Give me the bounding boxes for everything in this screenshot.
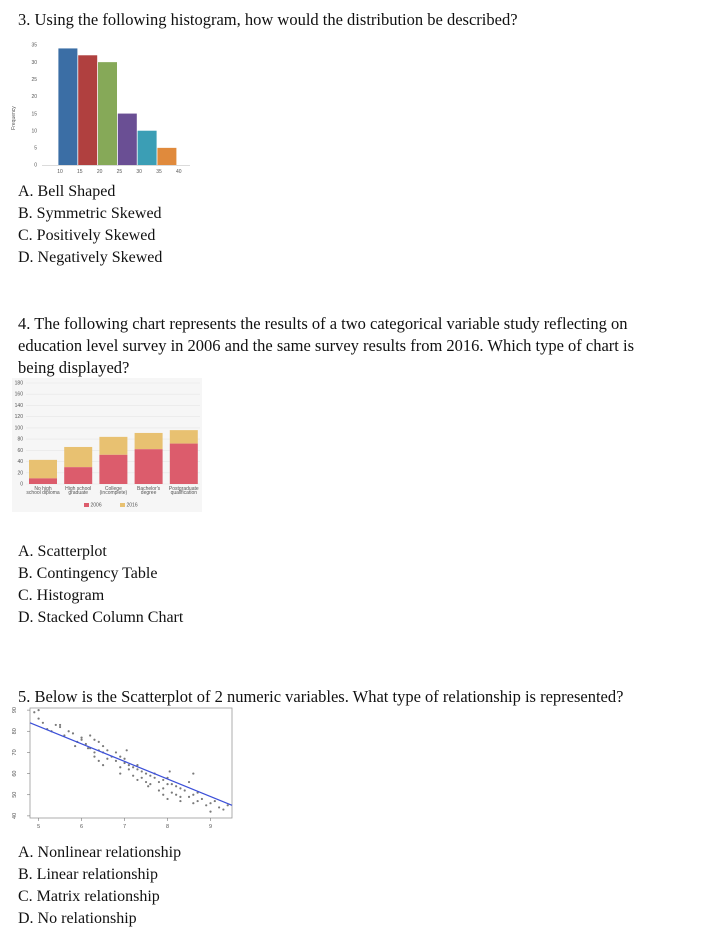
histogram-chart bbox=[0, 38, 200, 183]
histogram-bar bbox=[58, 48, 77, 165]
scatter-point bbox=[188, 781, 190, 783]
scatter-point bbox=[179, 800, 181, 802]
scatter-point bbox=[115, 760, 117, 762]
scatter-point bbox=[42, 722, 44, 724]
scatter-point bbox=[209, 811, 211, 813]
question-3-text: 3. Using the following histogram, how would the distribution be described? bbox=[18, 10, 518, 29]
bar-segment-2006 bbox=[99, 455, 127, 484]
question-3-options bbox=[18, 181, 162, 269]
option-c[interactable]: C. Matrix relationship bbox=[18, 888, 160, 905]
x-tick-label: 8 bbox=[166, 824, 170, 830]
option-d[interactable]: D. Negatively Skewed bbox=[18, 249, 163, 266]
y-tick-label: 20 bbox=[31, 94, 37, 101]
question-4-line-1: 4. The following chart represents the results of a two categorical variable study reflecting on bbox=[18, 314, 628, 333]
question-4-line-2: education level survey in 2006 and the same survey results from 2016. Which type of chart is bbox=[18, 336, 634, 355]
question-4-line-3: being displayed? bbox=[18, 358, 130, 377]
scatter-point bbox=[158, 789, 160, 791]
scatter-point bbox=[93, 756, 95, 758]
scatter-point bbox=[188, 796, 190, 798]
scatter-point bbox=[72, 732, 74, 734]
scatter-point bbox=[179, 787, 181, 789]
histogram-bar bbox=[138, 131, 157, 165]
scatter-point bbox=[162, 794, 164, 796]
scatter-point bbox=[136, 768, 138, 770]
scatter-point bbox=[171, 783, 173, 785]
option-b[interactable]: B. Symmetric Skewed bbox=[18, 205, 162, 222]
bar-segment-2016 bbox=[135, 433, 163, 449]
y-tick-label: 40 bbox=[12, 812, 18, 819]
legend-label: 2016 bbox=[126, 502, 138, 509]
y-tick-label: 15 bbox=[31, 111, 37, 118]
scatter-point bbox=[175, 794, 177, 796]
y-axis-label: Frequency bbox=[11, 106, 17, 130]
scatter-point bbox=[158, 781, 160, 783]
x-tick-label: 15 bbox=[77, 169, 83, 175]
y-tick-label: 160 bbox=[14, 391, 23, 398]
legend-swatch bbox=[84, 503, 89, 507]
x-tick-label: 35 bbox=[156, 169, 162, 175]
option-c[interactable]: C. Histogram bbox=[18, 587, 105, 604]
scatter-point bbox=[89, 734, 91, 736]
scatter-point bbox=[74, 745, 76, 747]
x-category-label: College (incomplete) bbox=[99, 486, 128, 497]
option-a[interactable]: A. Nonlinear relationship bbox=[18, 844, 182, 861]
bar-segment-2006 bbox=[64, 467, 92, 484]
scatter-point bbox=[205, 804, 207, 806]
scatter-point bbox=[119, 756, 121, 758]
bar-segment-2006 bbox=[29, 478, 57, 484]
scatter-point bbox=[132, 775, 134, 777]
question-4-options bbox=[18, 541, 183, 629]
scatter-point bbox=[106, 758, 108, 760]
question-5-text: 5. Below is the Scatterplot of 2 numeric variables. What type of relationship is represented? bbox=[18, 687, 624, 706]
scatter-point bbox=[102, 764, 104, 766]
scatter-point bbox=[126, 749, 128, 751]
histogram-bar bbox=[98, 62, 117, 165]
scatter-point bbox=[175, 785, 177, 787]
y-tick-label: 10 bbox=[31, 128, 37, 135]
y-tick-label: 180 bbox=[14, 380, 23, 387]
scatter-point bbox=[55, 724, 57, 726]
bar-segment-2006 bbox=[135, 449, 163, 484]
x-tick-label: 7 bbox=[123, 824, 127, 830]
y-tick-label: 100 bbox=[14, 425, 23, 432]
scatter-point bbox=[169, 770, 171, 772]
x-tick-label: 25 bbox=[116, 169, 123, 175]
x-tick-label: 9 bbox=[208, 824, 213, 830]
scatter-point bbox=[201, 798, 203, 800]
scatter-point bbox=[145, 781, 147, 783]
scatter-point bbox=[227, 804, 229, 806]
histogram-bar bbox=[118, 114, 137, 165]
scatter-point bbox=[149, 775, 151, 777]
scatter-point bbox=[171, 792, 173, 794]
scatter-point bbox=[59, 724, 61, 726]
option-a[interactable]: A. Bell Shaped bbox=[18, 183, 116, 200]
x-tick-label: 40 bbox=[176, 169, 182, 175]
scatter-point bbox=[166, 783, 168, 785]
question-5-options bbox=[18, 842, 181, 930]
scatter-point bbox=[33, 711, 35, 713]
scatter-point bbox=[145, 772, 147, 774]
bar-segment-2006 bbox=[170, 444, 198, 484]
stacked-column-chart bbox=[12, 378, 202, 512]
bar-segment-2016 bbox=[64, 447, 92, 467]
scatter-point bbox=[141, 770, 143, 772]
x-tick-label: 5 bbox=[37, 824, 41, 830]
x-tick-label: 10 bbox=[57, 169, 63, 175]
scatter-point bbox=[209, 802, 211, 804]
scatter-point bbox=[123, 758, 125, 760]
y-tick-label: 0 bbox=[34, 162, 37, 169]
scatter-point bbox=[192, 794, 194, 796]
y-tick-label: 60 bbox=[12, 770, 18, 777]
y-tick-label: 35 bbox=[31, 42, 37, 49]
scatter-point bbox=[68, 730, 70, 732]
y-tick-label: 90 bbox=[12, 707, 18, 714]
scatter-point bbox=[115, 751, 117, 753]
x-tick-label: 6 bbox=[80, 824, 84, 830]
y-tick-label: 70 bbox=[12, 749, 18, 756]
y-tick-label: 20 bbox=[17, 470, 23, 477]
scatter-point bbox=[80, 739, 82, 741]
bar-segment-2016 bbox=[29, 460, 57, 479]
scatter-point bbox=[149, 783, 151, 785]
y-tick-label: 60 bbox=[17, 447, 23, 454]
legend-label: 2006 bbox=[90, 502, 102, 509]
scatter-point bbox=[93, 751, 95, 753]
y-tick-label: 50 bbox=[12, 791, 18, 798]
scatter-point bbox=[214, 800, 216, 802]
option-a[interactable]: A. Scatterplot bbox=[18, 543, 107, 560]
scatter-point bbox=[154, 777, 156, 779]
scatter-point bbox=[59, 726, 61, 728]
scatter-point bbox=[192, 772, 194, 774]
scatter-point bbox=[162, 787, 164, 789]
option-c[interactable]: C. Positively Skewed bbox=[18, 227, 156, 244]
y-tick-label: 80 bbox=[17, 436, 23, 443]
scatter-point bbox=[147, 785, 149, 787]
x-category-label: Bachelor's degree bbox=[136, 486, 161, 497]
option-d[interactable]: D. No relationship bbox=[18, 910, 137, 927]
x-category-label: Postgraduate qualification bbox=[168, 486, 199, 497]
option-d[interactable]: D. Stacked Column Chart bbox=[18, 609, 184, 626]
histogram-bar bbox=[78, 55, 97, 165]
scatterplot-chart bbox=[0, 705, 240, 837]
scatter-point bbox=[119, 772, 121, 774]
y-tick-label: 30 bbox=[31, 59, 37, 66]
bar-segment-2016 bbox=[170, 430, 198, 443]
legend-swatch bbox=[120, 503, 125, 507]
scatter-point bbox=[128, 768, 130, 770]
scatter-point bbox=[184, 789, 186, 791]
y-tick-label: 140 bbox=[14, 402, 23, 409]
bar-segment-2016 bbox=[99, 437, 127, 455]
scatter-point bbox=[119, 766, 121, 768]
scatter-point bbox=[166, 798, 168, 800]
scatter-point bbox=[93, 739, 95, 741]
scatter-point bbox=[37, 717, 39, 719]
histogram-bar bbox=[157, 148, 176, 165]
scatter-point bbox=[179, 796, 181, 798]
scatter-point bbox=[132, 766, 134, 768]
y-tick-label: 120 bbox=[14, 414, 23, 421]
y-tick-label: 0 bbox=[20, 481, 23, 488]
scatter-point bbox=[141, 777, 143, 779]
x-tick-label: 20 bbox=[96, 169, 103, 175]
y-tick-label: 5 bbox=[34, 145, 37, 152]
scatter-point bbox=[222, 808, 224, 810]
scatter-point bbox=[98, 760, 100, 762]
option-b[interactable]: B. Contingency Table bbox=[18, 565, 158, 582]
y-tick-label: 80 bbox=[12, 728, 18, 735]
scatter-point bbox=[98, 741, 100, 743]
scatter-point bbox=[197, 800, 199, 802]
scatter-point bbox=[128, 764, 130, 766]
question-4-text bbox=[18, 313, 634, 379]
x-category-label: High school graduate bbox=[65, 486, 92, 497]
scatter-point bbox=[80, 737, 82, 739]
x-category-label: No high school diploma bbox=[26, 486, 60, 497]
option-b[interactable]: B. Linear relationship bbox=[18, 866, 158, 883]
y-tick-label: 25 bbox=[31, 76, 37, 83]
trend-line bbox=[30, 723, 232, 806]
scatter-point bbox=[218, 806, 220, 808]
scatter-point bbox=[37, 709, 39, 711]
scatter-point bbox=[106, 749, 108, 751]
scatter-point bbox=[102, 745, 104, 747]
scatter-point bbox=[162, 779, 164, 781]
scatter-point bbox=[192, 802, 194, 804]
scatter-point bbox=[136, 779, 138, 781]
x-tick-label: 30 bbox=[136, 169, 142, 175]
y-tick-label: 40 bbox=[17, 459, 23, 466]
